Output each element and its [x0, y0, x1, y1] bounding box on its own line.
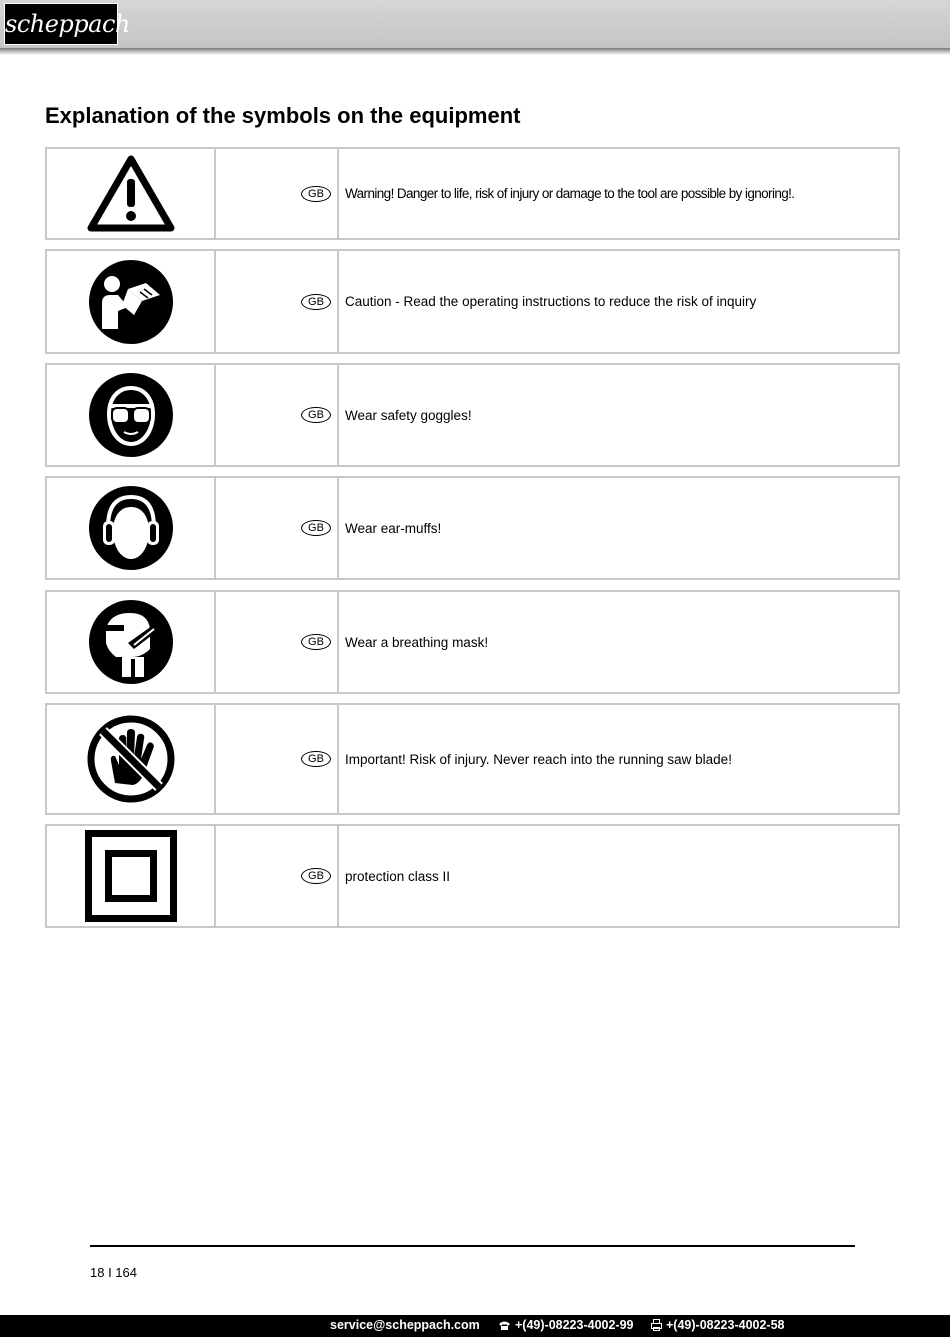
logo-text: scheppach: [5, 10, 130, 38]
language-badge: GB: [301, 520, 331, 536]
symbol-icon-cell: [47, 478, 216, 578]
language-badge: GB: [301, 868, 331, 884]
symbol-row: [45, 363, 900, 467]
ear-muffs-icon: [88, 485, 174, 571]
language-cell: [216, 251, 339, 352]
phone-icon: [498, 1320, 511, 1331]
breathing-mask-icon: [88, 599, 174, 685]
symbol-icon-cell: [47, 826, 216, 926]
language-badge: GB: [301, 634, 331, 650]
protection-class-ii-icon: [85, 830, 177, 922]
safety-goggles-icon: [88, 372, 174, 458]
language-cell: [216, 478, 339, 578]
fax-icon: [651, 1319, 662, 1331]
header-bar: [0, 0, 950, 48]
language-cell: [216, 705, 339, 813]
symbol-description: Caution - Read the operating instructions to reduce the risk of inquiry: [345, 294, 757, 309]
language-badge: GB: [301, 751, 331, 767]
scheppach-logo: [4, 3, 130, 45]
symbol-row: [45, 249, 900, 354]
language-cell: [216, 365, 339, 465]
language-cell: [216, 826, 339, 926]
symbol-description: protection class II: [345, 868, 451, 884]
symbol-icon-cell: [47, 251, 216, 352]
symbol-description: Important! Risk of injury. Never reach into the running saw blade!: [345, 751, 732, 767]
symbol-description: Warning! Danger to life, risk of injury or damage to the tool are possible by ignoring!.: [345, 186, 795, 201]
service-phone[interactable]: +(49)-08223-4002-99: [515, 1318, 634, 1332]
symbol-row: [45, 824, 900, 928]
warning-triangle-icon: [87, 155, 175, 233]
language-badge: GB: [301, 407, 331, 423]
symbol-row: [45, 590, 900, 694]
symbol-icon-cell: [47, 149, 216, 238]
read-manual-icon: [88, 259, 174, 345]
page-number: 18 I 164: [90, 1265, 137, 1280]
symbol-row: [45, 147, 900, 240]
footer-divider: [90, 1245, 855, 1247]
language-badge: GB: [301, 294, 331, 310]
service-email[interactable]: service@scheppach.com: [330, 1318, 480, 1332]
no-hand-icon: [85, 713, 177, 805]
symbol-icon-cell: [47, 705, 216, 813]
language-badge: GB: [301, 186, 331, 202]
page-title: Explanation of the symbols on the equipment: [45, 103, 521, 128]
symbol-description: Wear ear-muffs!: [345, 520, 442, 536]
symbol-icon-cell: [47, 592, 216, 692]
symbol-description: Wear a breathing mask!: [345, 634, 489, 650]
symbol-description: Wear safety goggles!: [345, 407, 472, 423]
service-fax: +(49)-08223-4002-58: [666, 1318, 785, 1332]
symbol-row: [45, 703, 900, 815]
symbol-row: [45, 476, 900, 580]
language-cell: [216, 592, 339, 692]
symbol-icon-cell: [47, 365, 216, 465]
header-shadow: [0, 48, 950, 55]
language-cell: [216, 149, 339, 238]
